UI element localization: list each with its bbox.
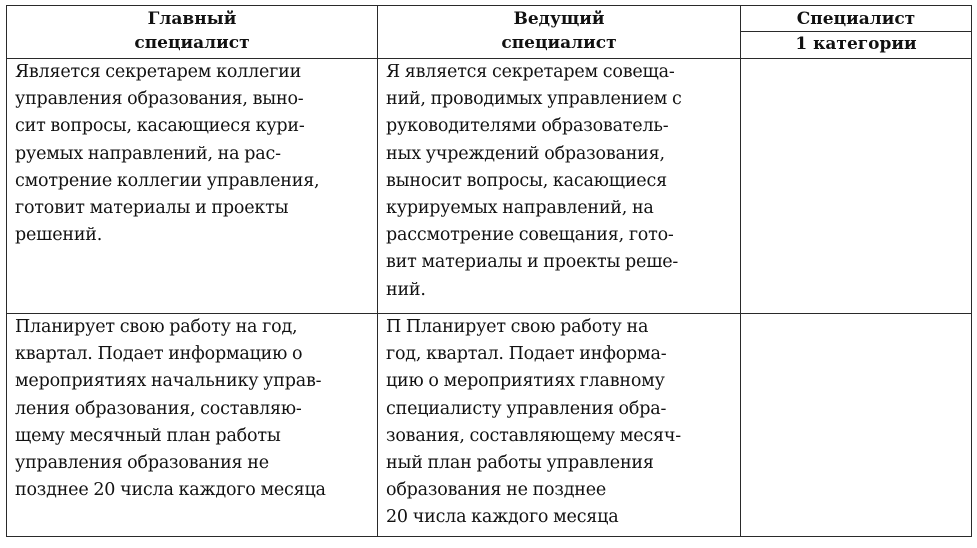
cell-text: зования, составляющему месяч- (386, 425, 681, 446)
cell-text: мероприятиях начальнику управ- (15, 371, 322, 392)
cell-text: рассмотрение совещания, гото- (386, 225, 674, 246)
cell-text: курируемых направлений, на (386, 198, 654, 219)
header-lead-specialist (378, 6, 741, 59)
cell-text: руемых направлений, на рас- (15, 143, 281, 164)
table-row (7, 59, 972, 314)
cell-text: Является секретарем коллегии (15, 62, 302, 82)
cell-text: квартал. Подает информацию о (15, 344, 303, 365)
cell-text: 20 числа каждого месяца (386, 507, 619, 528)
header-first-category-specialist (741, 6, 972, 59)
header-text: Главный (147, 9, 237, 29)
cell-text: сит вопросы, касающиеся кури- (15, 116, 305, 137)
cell-text: управления образования не (15, 453, 269, 474)
cell-lead-duty (378, 314, 741, 537)
cell-text: ных учреждений образования, (386, 143, 665, 164)
cell-text: образования не позднее (386, 480, 607, 501)
cell-text: управления образования, выно- (15, 89, 304, 110)
header-text: 1 категории (741, 31, 971, 56)
cell-text: решений. (15, 225, 103, 246)
header-row (7, 6, 972, 59)
cell-text: Планирует свою работу на год, (15, 317, 298, 337)
cell-text: ний. (386, 279, 426, 300)
header-text: специалист (134, 33, 250, 53)
cell-text: специалисту управления обра- (386, 398, 667, 419)
table-row (7, 314, 972, 537)
cell-text: цию о мероприятиях главному (386, 371, 665, 392)
cell-first-category-duty (741, 59, 972, 314)
header-text: специалист (501, 33, 617, 53)
cell-text: ный план работы управления (386, 453, 654, 474)
cell-text: руководителями образователь- (386, 116, 669, 137)
cell-text: год, квартал. Подает информа- (386, 344, 667, 365)
cell-text: готовит материалы и проекты (15, 198, 289, 219)
cell-text: вит материалы и проекты реше- (386, 252, 679, 273)
cell-first-category-duty (741, 314, 972, 537)
duties-table (6, 5, 972, 537)
cell-text: Я является секретарем совеща- (386, 62, 675, 82)
cell-text: смотрение коллегии управления, (15, 170, 320, 191)
cell-chief-duty (7, 314, 378, 537)
cell-text: позднее 20 числа каждого месяца (15, 480, 326, 501)
cell-text: ления образования, составляю- (15, 398, 302, 419)
cell-text: П Планирует свою работу на (386, 317, 649, 337)
cell-text: выносит вопросы, касающиеся (386, 170, 667, 191)
cell-lead-duty (378, 59, 741, 314)
cell-text: щему месячный план работы (15, 425, 281, 446)
cell-chief-duty (7, 59, 378, 314)
header-text: Специалист (796, 9, 916, 29)
header-chief-specialist (7, 6, 378, 59)
cell-text: ний, проводимых управлением с (386, 89, 682, 110)
header-text: Ведущий (513, 9, 605, 29)
